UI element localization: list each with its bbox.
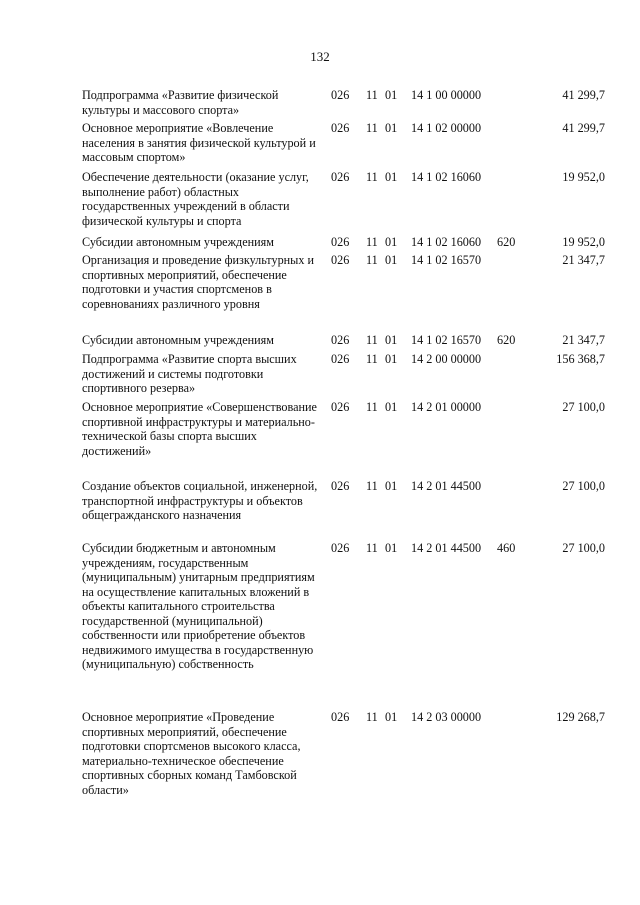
expense-type-code: 620 [497,333,516,347]
department-code: 026 [331,333,350,347]
section-code: 11 [366,710,378,724]
section-code: 11 [366,253,378,267]
subsection-code: 01 [385,352,398,366]
amount: 27 100,0 [562,479,605,493]
subsection-code: 01 [385,121,398,135]
target-article-code: 14 2 00 00000 [411,352,482,366]
target-article-code: 14 1 02 16570 [411,253,482,267]
row-description: Основное мероприятие «Проведение спортивных мероприятий, обеспечение подготовки спортсменов высокого класса, материально-техническое обеспечение спортивных сборных команд Тамбовской области» [82,710,301,797]
row-description: Субсидии автономным учреждениям [82,333,274,347]
section-code: 11 [366,479,378,493]
page-number: 132 [310,49,330,64]
target-article-code: 14 2 01 44500 [411,479,482,493]
section-code: 11 [366,121,378,135]
target-article-code: 14 1 02 00000 [411,121,482,135]
row-description: Основное мероприятие «Совершенствование спортивной инфраструктуры и материально-технической базы спорта высших достижений» [82,400,317,458]
expense-type-code: 620 [497,235,516,249]
department-code: 026 [331,235,350,249]
row-description: Субсидии бюджетным и автономным учреждениям, государственным (муниципальным) унитарным предприятиям на осуществление капитальных вложений в объекты капитального строительства государственной (муниципальной) собственности или приобретение объектов недвижимого имущества в государственную (муниципальную) собственность [82,541,315,671]
section-code: 11 [366,88,378,102]
department-code: 026 [331,400,350,414]
subsection-code: 01 [385,170,398,184]
subsection-code: 01 [385,710,398,724]
department-code: 026 [331,352,350,366]
row-description: Основное мероприятие «Вовлечение населения в занятия физической культурой и массовым спортом» [82,121,316,164]
target-article-code: 14 1 00 00000 [411,88,482,102]
target-article-code: 14 2 01 00000 [411,400,482,414]
section-code: 11 [366,541,378,555]
department-code: 026 [331,253,350,267]
section-code: 11 [366,400,378,414]
row-description: Создание объектов социальной, инженерной, транспортной инфраструктуры и объектов общегражданского назначения [82,479,318,522]
amount: 156 368,7 [556,352,605,366]
row-description: Субсидии автономным учреждениям [82,235,274,249]
amount: 21 347,7 [562,333,605,347]
row-description: Обеспечение деятельности (оказание услуг, выполнение работ) областных государственных учреждений в области физической культуры и спорта [82,170,309,228]
department-code: 026 [331,170,350,184]
amount: 27 100,0 [562,400,605,414]
subsection-code: 01 [385,253,398,267]
target-article-code: 14 2 01 44500 [411,541,482,555]
amount: 27 100,0 [562,541,605,555]
section-code: 11 [366,235,378,249]
target-article-code: 14 1 02 16060 [411,235,482,249]
section-code: 11 [366,352,378,366]
amount: 41 299,7 [562,121,605,135]
subsection-code: 01 [385,541,398,555]
department-code: 026 [331,121,350,135]
amount: 19 952,0 [562,170,605,184]
row-description: Организация и проведение физкультурных и спортивных мероприятий, обеспечение подготовки и участия спортсменов в соревнованиях различного уровня [82,253,315,311]
subsection-code: 01 [385,235,398,249]
amount: 21 347,7 [562,253,605,267]
row-description: Подпрограмма «Развитие спорта высших достижений и системы подготовки спортивного резерва» [82,352,297,395]
subsection-code: 01 [385,400,398,414]
expense-type-code: 460 [497,541,516,555]
section-code: 11 [366,170,378,184]
section-code: 11 [366,333,378,347]
department-code: 026 [331,88,350,102]
subsection-code: 01 [385,479,398,493]
target-article-code: 14 1 02 16060 [411,170,482,184]
amount: 41 299,7 [562,88,605,102]
amount: 19 952,0 [562,235,605,249]
subsection-code: 01 [385,333,398,347]
target-article-code: 14 2 03 00000 [411,710,482,724]
department-code: 026 [331,710,350,724]
department-code: 026 [331,541,350,555]
row-description: Подпрограмма «Развитие физической культуры и массового спорта» [82,88,279,117]
target-article-code: 14 1 02 16570 [411,333,482,347]
department-code: 026 [331,479,350,493]
amount: 129 268,7 [556,710,605,724]
subsection-code: 01 [385,88,398,102]
